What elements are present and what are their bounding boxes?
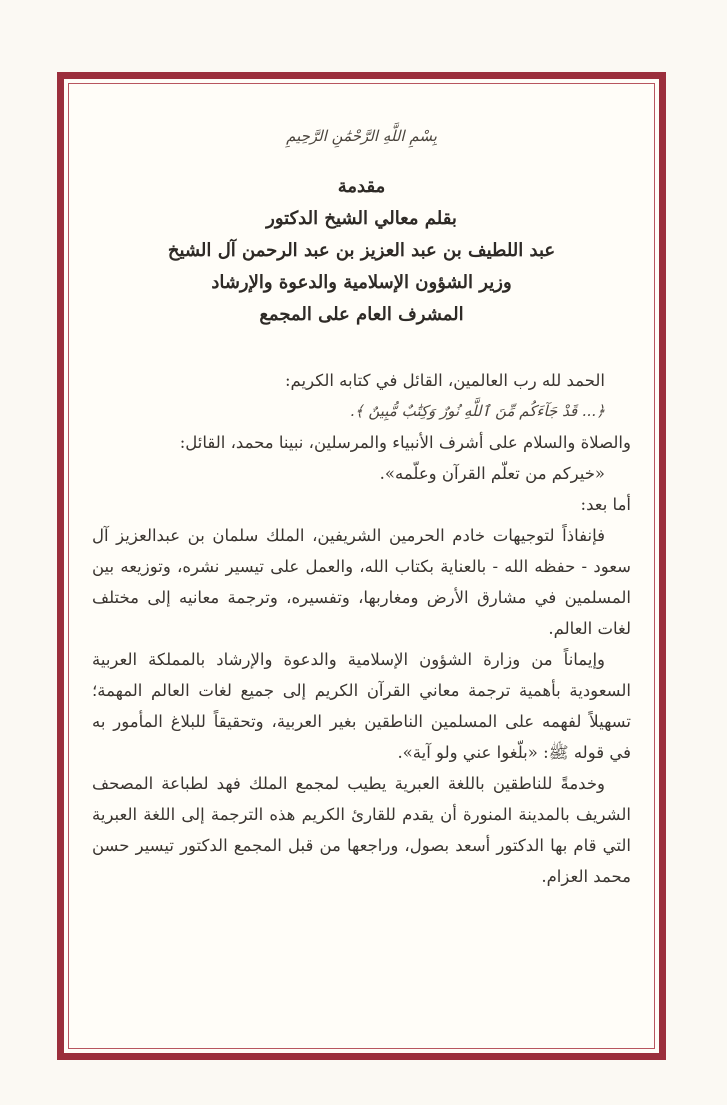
paragraph-transition: أما بعد: xyxy=(580,495,631,514)
paragraph-belief: وإيماناً من وزارة الشؤون الإسلامية والدعوة والإرشاد بالمملكة العربية السعودية بأهمية ترجمة معاني القرآن الكريم إلى جميع لغات العالم المهمة؛ تسهيلاً لفهمه على المسلمين الناطقين بغير العربية، وتحقيقاً للبلاغ المأمور به في قوله ﷺ: «بلّغوا عني ولو آية». xyxy=(92,650,631,762)
author-intro: بقلم معالي الشيخ الدكتور xyxy=(266,208,457,229)
page-content xyxy=(92,127,631,892)
paragraph-praise: الحمد لله رب العالمين، القائل في كتابه الكريم: xyxy=(284,371,605,390)
author-role: المشرف العام على المجمع xyxy=(259,304,464,325)
introduction-body xyxy=(92,365,631,892)
paragraph-salutation: والصلاة والسلام على أشرف الأنبياء والمرسلين، نبينا محمد، القائل: xyxy=(179,433,631,452)
hadith-quote: «خيركم من تعلّم القرآن وعلّمه». xyxy=(379,464,605,483)
page-border xyxy=(57,72,666,1060)
paragraph-directive: فإنفاذاً لتوجيهات خادم الحرمين الشريفين، الملك سلمان بن عبدالعزيز آل سعود - حفظه الله - بالعناية بكتاب الله، والعمل على تيسير نشره، وتوزيعه بين المسلمين في مشارق الأرض ومغاربها، وتفسيره، وترجمة معانيه إلى مختلف لغات العالم. xyxy=(92,526,631,638)
page-title: مقدمة xyxy=(337,176,386,197)
basmala: بِسْمِ اللَّهِ الرَّحْمَٰنِ الرَّحِيمِ xyxy=(286,127,437,145)
quran-verse: ﴿... قَدْ جَآءَكُم مِّنَ ٱللَّهِ نُورٌ وَكِتَٰبٌ مُّبِينٌ ﴾. xyxy=(350,402,605,420)
author-name: عبد اللطيف بن عبد العزيز بن عبد الرحمن آل الشيخ xyxy=(167,240,556,261)
author-position: وزير الشؤون الإسلامية والدعوة والإرشاد xyxy=(211,272,512,293)
paragraph-service: وخدمةً للناطقين باللغة العبرية يطيب لمجمع الملك فهد لطباعة المصحف الشريف بالمدينة المنورة أن يقدم للقارئ الكريم هذه الترجمة إلى اللغة العبرية التي قام بها الدكتور أسعد بصول، وراجعها من قبل المجمع الدكتور تيسير حسن محمد العزام. xyxy=(92,774,631,886)
